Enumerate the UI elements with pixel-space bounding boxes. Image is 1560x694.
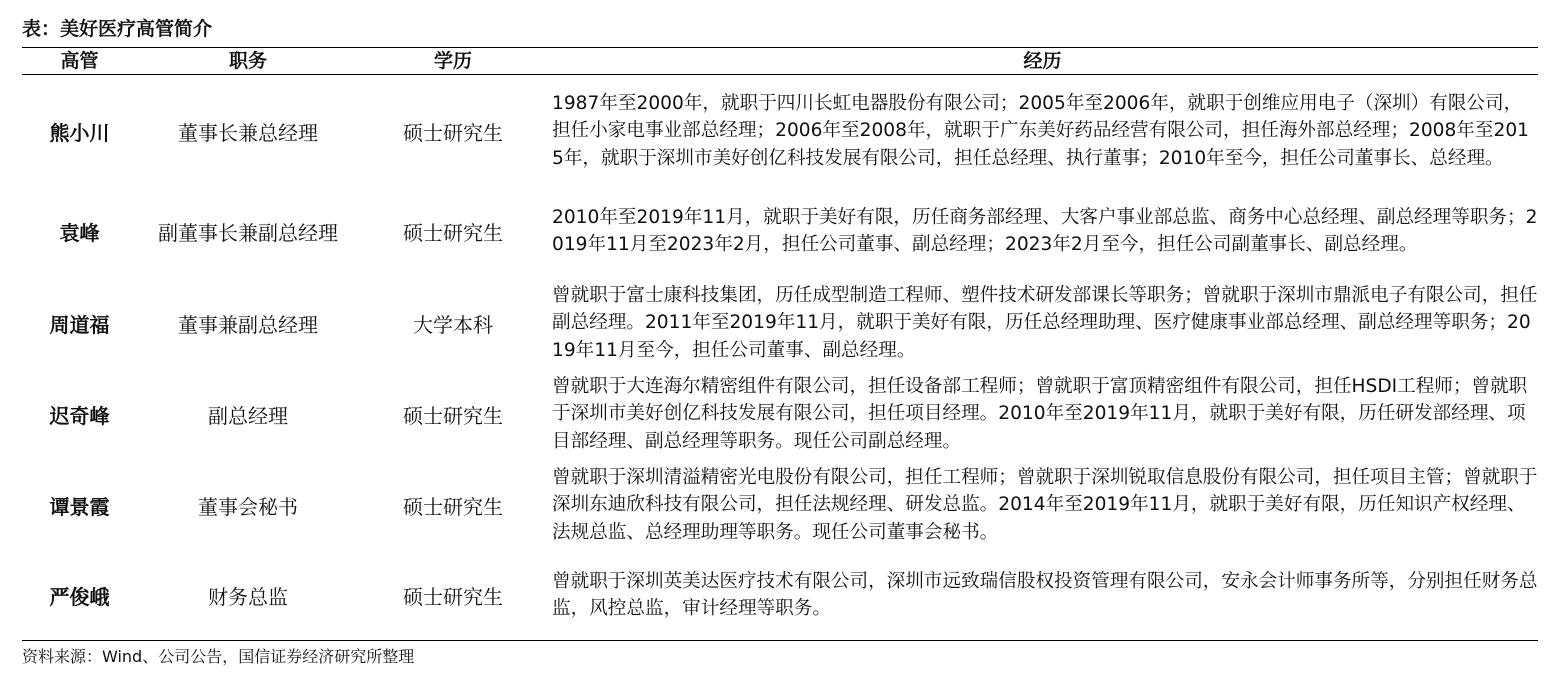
table-title: 表：美好医疗高管简介: [22, 18, 213, 40]
source-note: 资料来源：Wind、公司公告，国信证券经济研究所整理: [22, 647, 415, 666]
executive-name: 熊小川: [49, 120, 110, 145]
executive-education: 大学本科: [413, 312, 493, 337]
executive-experience: [552, 371, 1538, 457]
table-bottom-rule: [22, 640, 1538, 641]
executive-education: 硕士研究生: [403, 403, 503, 428]
executive-experience: [552, 280, 1538, 366]
executive-experience: [552, 462, 1538, 548]
executive-position: 董事会秘书: [198, 494, 298, 519]
table-row: [22, 462, 1538, 548]
executive-name: 周道福: [49, 312, 110, 337]
executive-position: 副总经理: [208, 403, 288, 428]
header-education: 学历: [433, 50, 472, 72]
experience-text: 曾就职于富士康科技集团，历任成型制造工程师、塑件技术研发部课长等职务；曾就职于深圳市鼎派电子有限公司，担任副总经理。2011年至2019年11月，就职于美好有限，历任总经理助理、医疗健康事业部总经理、副总经理等职务；2019年11月至今，担任公司董事、副总经理。: [552, 285, 1538, 361]
executive-position: 董事兼副总经理: [178, 312, 318, 337]
experience-text: 曾就职于大连海尔精密组件有限公司，担任设备部工程师；曾就职于富顶精密组件有限公司，担任HSDI工程师；曾就职于深圳市美好创亿科技发展有限公司，担任项目经理。2010年至2019年11月，就职于美好有限，历任研发部经理、项目部经理、副总经理等职务。现任公司副总经理。: [552, 376, 1528, 452]
executive-name: 袁峰: [59, 220, 100, 245]
header-rule: [22, 74, 1538, 75]
table-row: [22, 280, 1538, 366]
executive-experience: [552, 560, 1538, 630]
table-row: [22, 76, 1538, 186]
table-row: [22, 188, 1538, 274]
header-position: 职务: [228, 50, 267, 72]
executive-position: 副董事长兼副总经理: [158, 220, 338, 245]
table-row: [22, 560, 1538, 630]
executive-position: 董事长兼总经理: [178, 120, 318, 145]
experience-text: 2010年至2019年11月，就职于美好有限，历任商务部经理、大客户事业部总监、商务中心总经理、副总经理等职务；2019年11月至2023年2月，担任公司董事、副总经理；2023年2月至今，担任公司副董事长、副总经理。: [552, 206, 1538, 255]
executive-name: 严俊峨: [49, 584, 110, 609]
experience-text: 曾就职于深圳清溢精密光电股份有限公司，担任工程师；曾就职于深圳锐取信息股份有限公司，担任项目主管；曾就职于深圳东迪欣科技有限公司，担任法规经理、研发总监。2014年至2019年11月，就职于美好有限，历任知识产权经理、法规总监、总经理助理等职务。现任公司董事会秘书。: [552, 467, 1538, 543]
executive-experience: [552, 76, 1538, 186]
table-row: [22, 371, 1538, 457]
header-experience: 经历: [1023, 50, 1062, 72]
executive-education: 硕士研究生: [403, 494, 503, 519]
executive-experience: [552, 188, 1538, 274]
experience-text: 曾就职于深圳英美达医疗技术有限公司，深圳市远致瑞信股权投资管理有限公司，安永会计师事务所等，分别担任财务总监，风控总监，审计经理等职务。: [552, 570, 1538, 619]
executive-education: 硕士研究生: [403, 584, 503, 609]
executive-position: 财务总监: [208, 584, 288, 609]
experience-text: 1987年至2000年，就职于四川长虹电器股份有限公司；2005年至2006年，就职于创维应用电子（深圳）有限公司，担任小家电事业部总经理；2006年至2008年，就职于广东美好药品经营有限公司，担任海外部总经理；2008年至2015年，就职于深圳市美好创亿科技发展有限公司，担任总经理、执行董事；2010年至今，担任公司董事长、总经理。: [552, 93, 1529, 169]
executive-name: 迟奇峰: [49, 403, 110, 428]
executive-name: 谭景霞: [49, 494, 110, 519]
executive-education: 硕士研究生: [403, 220, 503, 245]
header-name: 高管: [60, 50, 99, 72]
executive-education: 硕士研究生: [403, 120, 503, 145]
